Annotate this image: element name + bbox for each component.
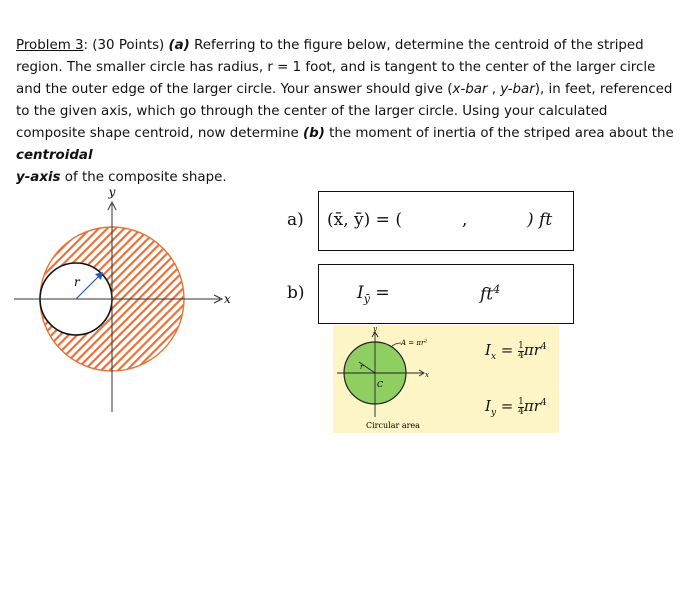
iy-equals: = bbox=[496, 397, 519, 415]
ix-equals: = bbox=[496, 341, 519, 359]
reference-y-label: y bbox=[373, 325, 377, 333]
iy-frac-den: 4 bbox=[518, 406, 524, 417]
composite-shape-figure bbox=[8, 182, 238, 414]
answer-b-unit bbox=[480, 283, 500, 305]
reference-caption: Circular area bbox=[366, 421, 420, 430]
problem-text-4: of the composite shape. bbox=[60, 170, 227, 185]
answer-b-subscript: ȳ bbox=[363, 292, 370, 306]
reference-area-label: A = πr² bbox=[401, 339, 428, 347]
answer-a-expression: (x̄, ȳ) = ( bbox=[327, 210, 402, 230]
radius-label: r bbox=[74, 275, 80, 289]
reference-area-leader bbox=[391, 343, 401, 347]
ix-exp: 4 bbox=[540, 342, 547, 352]
problem-comma: , bbox=[487, 82, 501, 97]
part-a-tag: (a) bbox=[168, 38, 190, 53]
circular-area-reference bbox=[333, 325, 559, 433]
answer-b-unit-text: ft bbox=[480, 284, 494, 305]
answer-a-box[interactable] bbox=[318, 191, 574, 251]
ix-pi-r: πr bbox=[523, 341, 541, 359]
answer-a-unit: ) ft bbox=[527, 210, 553, 230]
iy-frac-num: 1 bbox=[518, 396, 524, 407]
ix-frac-num: 1 bbox=[518, 340, 524, 351]
answer-b-label: b) bbox=[287, 283, 305, 303]
answer-b-I: I bbox=[357, 283, 364, 303]
part-b-tag: (b) bbox=[303, 126, 325, 141]
iy-pi-r: πr bbox=[523, 397, 541, 415]
problem-points: : (30 Points) bbox=[83, 38, 169, 53]
centroidal-word: centroidal bbox=[16, 148, 93, 163]
answer-a-comma: , bbox=[462, 210, 468, 230]
answer-a-label: a) bbox=[287, 210, 304, 230]
problem-label: Problem 3 bbox=[16, 38, 84, 53]
yaxis-word: y-axis bbox=[16, 170, 61, 185]
ix-sub: x bbox=[490, 352, 497, 362]
answer-b-box[interactable] bbox=[318, 264, 574, 324]
iy-exp: 4 bbox=[540, 398, 547, 408]
ybar-word: y-bar bbox=[500, 82, 535, 97]
problem-text-2: ), in feet, referenced to the given axis, which go through the center of the larger circle. Using your calculated composite shape centroid, now determine bbox=[16, 82, 673, 141]
ix-I: I bbox=[485, 341, 491, 359]
problem-text-1: Referring to the figure below, determine the centroid of the striped region. The smaller circle has radius, r = 1 foot, and is tangent to the center of the larger circle and the outer edge of the larger circle. Your answer should give ( bbox=[16, 38, 656, 97]
xbar-word: x-bar bbox=[452, 82, 488, 97]
ix-formula bbox=[485, 341, 547, 362]
problem-text-3: the moment of inertia of the striped area about the bbox=[324, 126, 674, 141]
x-axis-label: x bbox=[224, 292, 231, 306]
iy-I: I bbox=[485, 397, 491, 415]
reference-c-label: C bbox=[377, 380, 384, 389]
problem-statement bbox=[16, 35, 678, 189]
circular-area-diagram bbox=[333, 325, 453, 433]
answer-b-unit-exponent: 4 bbox=[493, 283, 501, 296]
y-axis-label: y bbox=[108, 185, 116, 199]
iy-sub: y bbox=[490, 408, 497, 418]
reference-r-label: r bbox=[360, 363, 364, 371]
answer-b-equals: = bbox=[369, 283, 390, 303]
ix-frac-den: 4 bbox=[518, 350, 524, 361]
iy-formula bbox=[485, 397, 547, 418]
answer-b-expression bbox=[357, 283, 390, 305]
reference-x-label: x bbox=[425, 371, 429, 379]
